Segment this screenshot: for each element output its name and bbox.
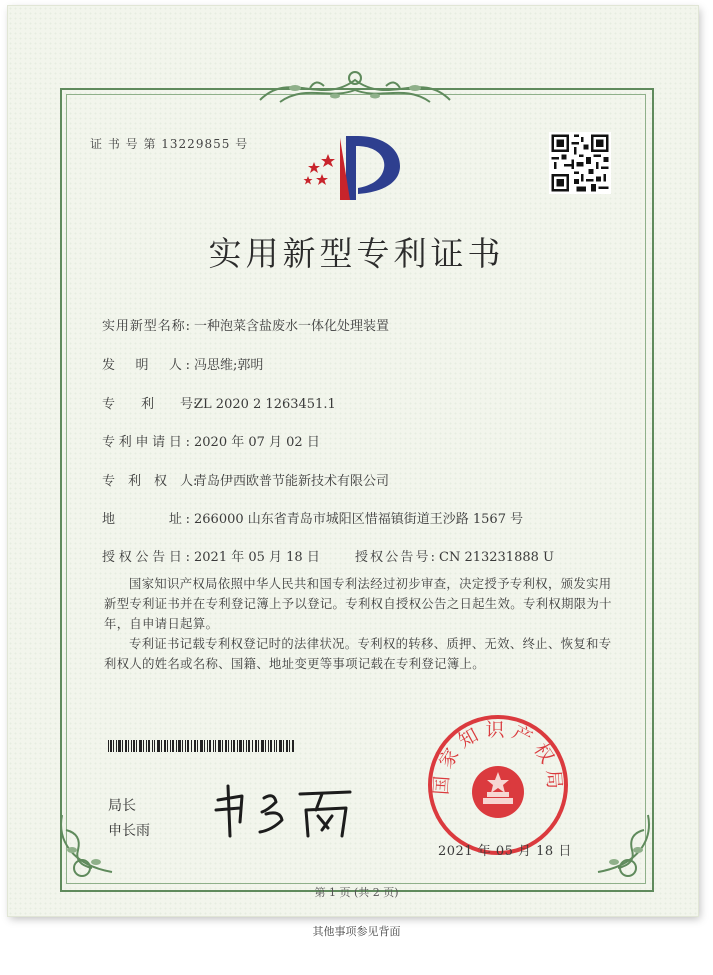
body-paragraph-1: 国家知识产权局依照中华人民共和国专利法经过初步审查，决定授予专利权，颁发实用新型专利证书并在专利登记簿上予以登记。专利权自授权公告之日起生效。专利权期限为十年，自申请日起算。 <box>104 577 612 631</box>
handwritten-signature-icon <box>210 780 360 840</box>
field-inventor <box>102 354 263 373</box>
field-filing-date <box>102 431 320 450</box>
field-value: CN 213231888 U <box>439 550 554 565</box>
director-name: 申长雨 <box>108 823 150 839</box>
field-grant-number <box>355 546 554 565</box>
field-value: 266000 山东省青岛市城阳区惜福镇街道王沙路 1567 号 <box>194 512 524 527</box>
cnipa-logo-icon <box>300 128 404 204</box>
field-label: 专 利 号: <box>102 397 198 412</box>
certificate-title: 实用新型专利证书 <box>208 234 505 273</box>
field-label: 专 利 权 人: <box>102 474 198 489</box>
field-address <box>102 508 523 527</box>
field-label: 授权公告号: <box>355 550 435 565</box>
official-seal-icon <box>425 712 571 858</box>
field-label: 专利申请日: <box>102 435 190 450</box>
field-value: 2020 年 07 月 02 日 <box>194 435 320 450</box>
field-utility-model-name <box>102 315 389 334</box>
body-paragraph-2: 专利证书记载专利权登记时的法律状况。专利权的转移、质押、无效、终止、恢复和专利权人的姓名或名称、国籍、地址变更等事项记载在专利登记簿上。 <box>104 637 612 671</box>
qr-code-icon <box>549 132 611 194</box>
field-label: 授权公告日: <box>102 550 190 565</box>
svg-text:国家知识产权局: 国家知识产权局 <box>430 719 566 796</box>
field-label: 实用新型名称: <box>102 319 190 334</box>
field-patent-number <box>102 393 336 412</box>
certificate-number-label: 证 书 号 第 <box>90 137 157 151</box>
field-value: 2021 年 05 月 18 日 <box>194 550 320 565</box>
page-indicator: 第 1 页 (共 2 页) <box>314 886 399 899</box>
corner-ornament-right-icon <box>578 810 658 880</box>
field-value: 冯思维;郭明 <box>194 358 264 373</box>
field-value: 青岛伊西欧普节能新技术有限公司 <box>194 474 390 489</box>
field-value: 一种泡菜含盐废水一体化处理装置 <box>194 319 390 334</box>
certificate-number-suffix: 号 <box>235 137 249 151</box>
director-title: 局长 <box>108 798 136 814</box>
footer-note: 其他事项参见背面 <box>312 925 401 938</box>
field-label: 地 址: <box>102 512 190 527</box>
top-ornament-icon <box>250 66 460 112</box>
field-patentee <box>102 470 389 489</box>
certificate-number <box>90 135 248 152</box>
field-grant-date <box>102 546 320 565</box>
seal-date: 2021 年 05 月 18 日 <box>438 844 572 859</box>
barcode-icon <box>108 740 294 752</box>
certificate-number-value: 13229855 <box>161 137 231 151</box>
field-label: 发 明 人: <box>102 358 190 373</box>
field-value: ZL 2020 2 1263451.1 <box>194 397 336 412</box>
